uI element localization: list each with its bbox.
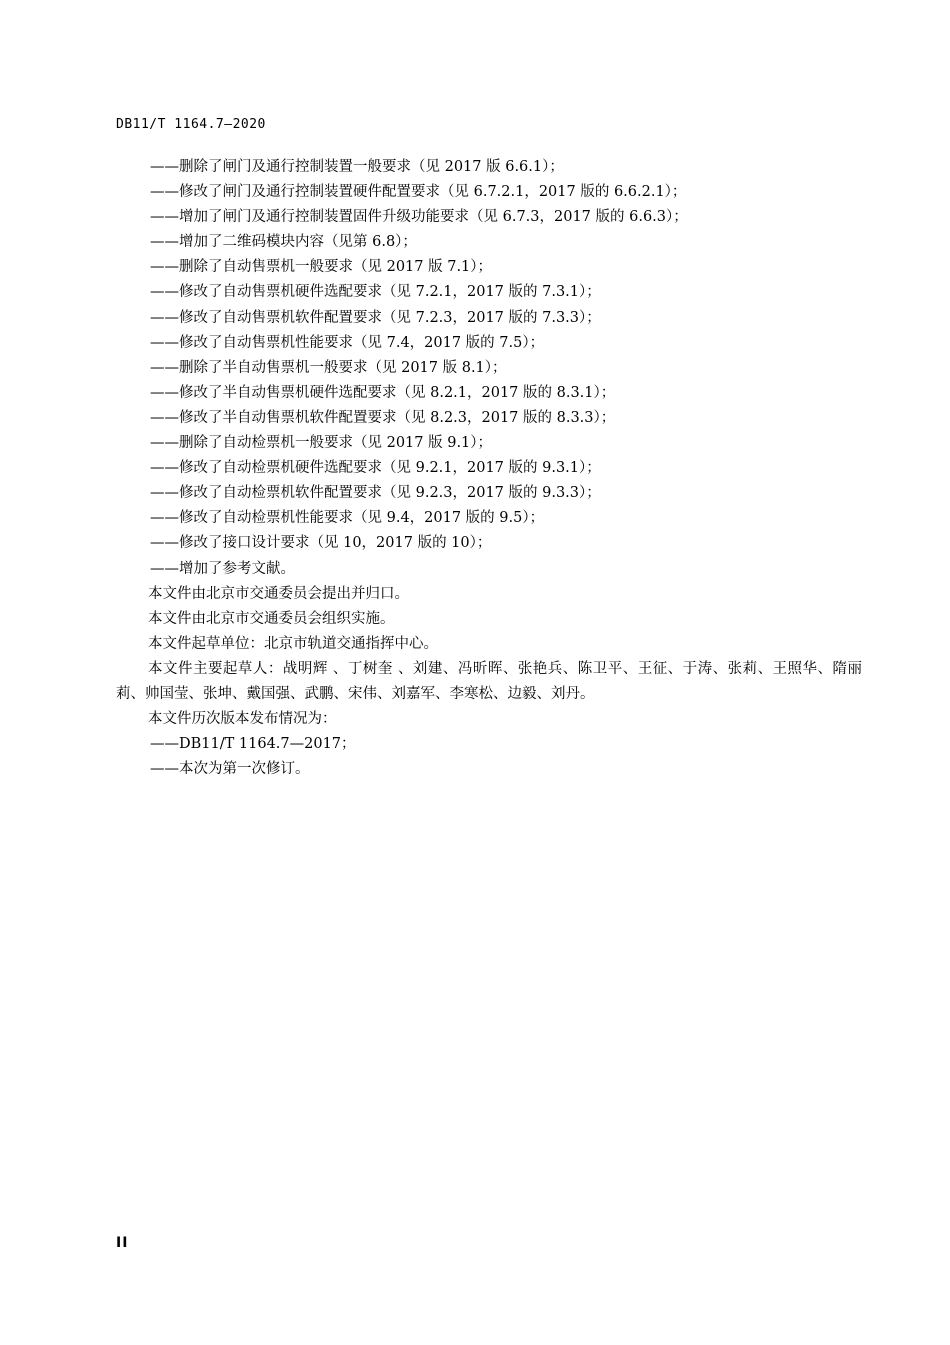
change-list bbox=[116, 155, 866, 582]
implemented-by-statement: 本文件由北京市交通委员会组织实施。 bbox=[148, 610, 395, 627]
list-item: ——修改了自动售票机硬件选配要求（见 7.2.1，2017 版的 7.3.1）； bbox=[150, 284, 601, 301]
list-item: ——增加了闸门及通行控制装置固件升级功能要求（见 6.7.3，2017 版的 6.6.3）； bbox=[150, 209, 688, 226]
history-item: ——DB11/T 1164.7—2017； bbox=[150, 736, 356, 753]
list-item: ——删除了自动检票机一般要求（见 2017 版 9.1）； bbox=[150, 435, 493, 452]
list-item: ——删除了半自动售票机一般要求（见 2017 版 8.1）； bbox=[150, 359, 507, 376]
history-intro: 本文件历次版本发布情况为： bbox=[148, 711, 337, 728]
drafting-unit-statement: 本文件起草单位：北京市轨道交通指挥中心。 bbox=[148, 635, 438, 652]
list-item: ——修改了接口设计要求（见 10，2017 版的 10）； bbox=[150, 535, 492, 552]
page-number: II bbox=[116, 1235, 129, 1251]
list-item: ——修改了自动售票机软件配置要求（见 7.2.3，2017 版的 7.3.3）； bbox=[150, 309, 601, 326]
list-item: ——删除了闸门及通行控制装置一般要求（见 2017 版 6.6.1）； bbox=[150, 159, 564, 175]
list-item: ——修改了自动售票机性能要求（见 7.4，2017 版的 7.5）； bbox=[150, 334, 545, 351]
foreword-content bbox=[116, 155, 866, 782]
list-item: ——增加了二维码模块内容（见第 6.8）； bbox=[150, 234, 417, 251]
drafters-statement: 本文件主要起草人：战明辉 、丁树奎 、刘建、冯昕晖、张艳兵、陈卫平、王征、于涛、张莉、王照华、隋丽莉、帅国莹、张坤、戴国强、武鹏、宋伟、刘嘉军、李寒松、边毅、刘丹。 bbox=[116, 660, 862, 702]
list-item: ——删除了自动售票机一般要求（见 2017 版 7.1）； bbox=[150, 259, 493, 276]
list-item: ——修改了闸门及通行控制装置硬件配置要求（见 6.7.2.1，2017 版的 6.6.2.1）； bbox=[150, 184, 687, 201]
list-item: ——修改了自动检票机硬件选配要求（见 9.2.1，2017 版的 9.3.1）； bbox=[150, 460, 601, 477]
proposed-by-statement: 本文件由北京市交通委员会提出并归口。 bbox=[148, 585, 409, 602]
list-item: ——修改了自动检票机性能要求（见 9.4，2017 版的 9.5）； bbox=[150, 510, 545, 527]
list-item: ——修改了半自动售票机硬件选配要求（见 8.2.1，2017 版的 8.3.1）； bbox=[150, 384, 616, 401]
history-item: ——本次为第一次修订。 bbox=[150, 761, 310, 778]
list-item: ——修改了自动检票机软件配置要求（见 9.2.3，2017 版的 9.3.3）； bbox=[150, 485, 601, 502]
document-code-header: DB11/T 1164.7—2020 bbox=[116, 117, 266, 132]
list-item: ——增加了参考文献。 bbox=[150, 560, 295, 577]
list-item: ——修改了半自动售票机软件配置要求（见 8.2.3，2017 版的 8.3.3）； bbox=[150, 409, 616, 426]
